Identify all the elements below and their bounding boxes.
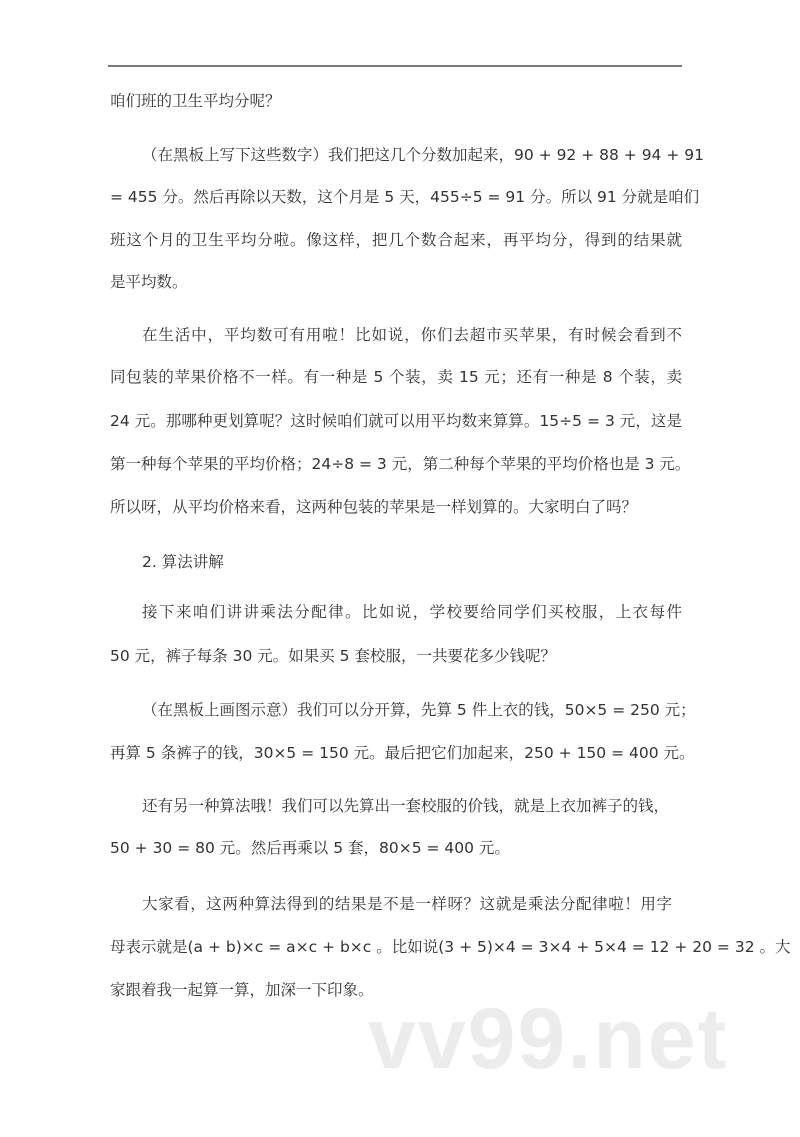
text-line: 再算 5 条裤子的钱，30×5 = 150 元。最后把它们加起来，250 + 150 = 400 元。 [110,744,695,762]
text-line: 在生活中，平均数可有用啦！比如说，你们去超市买苹果，有时候会看到不 [142,326,682,344]
text-line: 同包装的苹果价格不一样。有一种是 5 个装，卖 15 元；还有一种是 8 个装，卖 [110,368,682,386]
text-line: 第一种每个苹果的平均价格；24÷8 = 3 元，第二种每个苹果的平均价格也是 3 元。 [110,455,691,473]
text-line: 咱们班的卫生平均分呢？ [110,92,281,110]
text-line: 50 元，裤子每条 30 元。如果买 5 套校服，一共要花多少钱呢？ [110,647,556,665]
header-rule [108,65,682,67]
text-line: 还有另一种算法哦！我们可以先算出一套校服的价钱，就是上衣加裤子的钱， [142,797,670,815]
text-line: 24 元。那哪种更划算呢？这时候咱们就可以用平均数来算算。15÷5 = 3 元，这是 [110,412,682,430]
text-line: = 455 分。然后再除以天数，这个月是 5 天，455÷5 = 91 分。所以 91 分就是咱们 [110,188,700,206]
text-line: 50 + 30 = 80 元。然后再乘以 5 套，80×5 = 400 元。 [110,839,510,857]
text-line: 大家看，这两种算法得到的结果是不是一样呀？这就是乘法分配律啦！用字 [142,895,672,913]
section-heading: 2. 算法讲解 [142,553,224,571]
text-line: 接下来咱们讲讲乘法分配律。比如说，学校要给同学们买校服，上衣每件 [142,603,682,621]
text-line: 是平均数。 [110,273,188,291]
text-line: （在黑板上画图示意）我们可以分开算，先算 5 件上衣的钱，50×5 = 250 元； [142,701,696,719]
text-line: 班这个月的卫生平均分啦。像这样，把几个数合起来，再平均分，得到的结果就 [110,231,682,249]
watermark: vv99.net [368,991,729,1087]
text-line: 母表示就是(a + b)×c = a×c + b×c 。比如说(3 + 5)×4 = 3×4 + 5×4 = 12 + 20 = 32 。大 [110,938,791,956]
text-line: 家跟着我一起算一算，加深一下印象。 [110,981,374,999]
text-line: 所以呀，从平均价格来看，这两种包装的苹果是一样划算的。大家明白了吗？ [110,498,638,516]
text-line: （在黑板上写下这些数字）我们把这几个分数加起来，90 + 92 + 88 + 94 + 91 [142,146,704,164]
